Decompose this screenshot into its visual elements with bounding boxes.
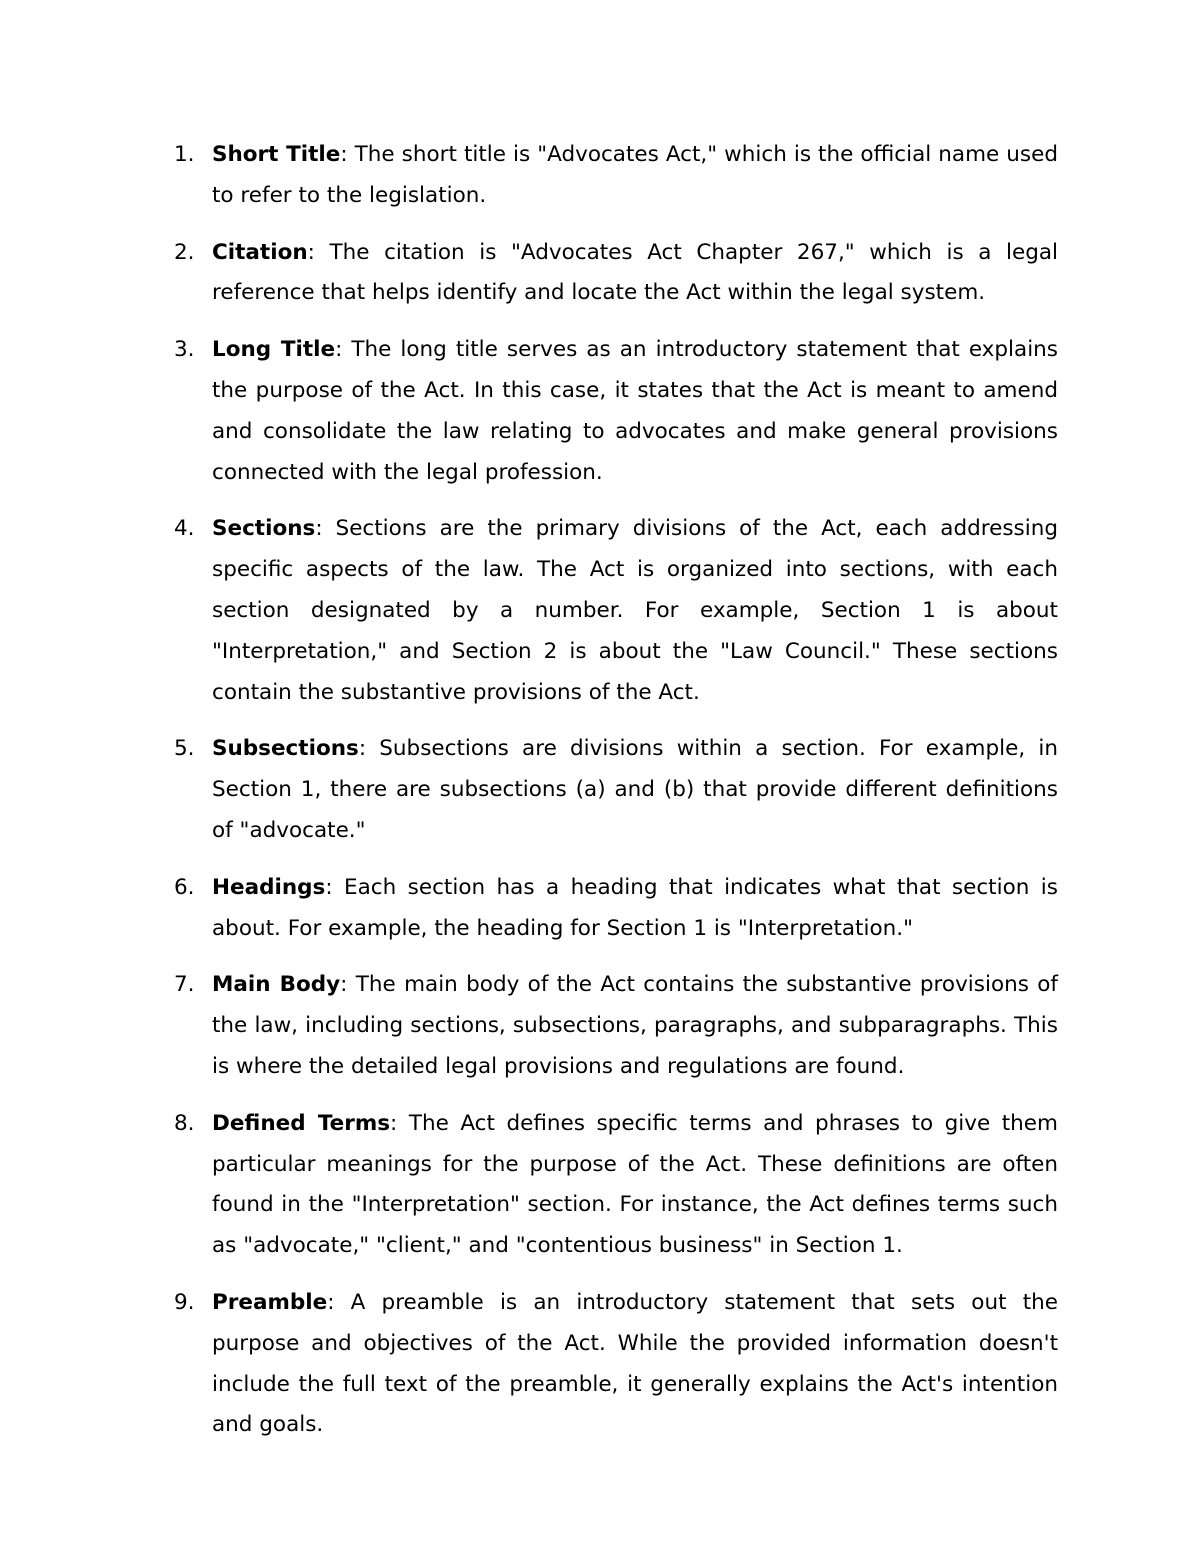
list-item: [168, 1283, 1058, 1446]
list-number: 5.: [174, 736, 195, 762]
item-description: : A preamble is an introductory statement that sets out the purpose and objectives of the Act. While the provided information doesn't include the full text of the preamble, it generally explains the Act's intention and goals.: [212, 1289, 1058, 1438]
term-label: Defined Terms: [212, 1110, 391, 1136]
list-item: [168, 233, 1058, 315]
item-description: : Sections are the primary divisions of the Act, each addressing specific aspects of the law. The Act is organized into sections, with each section designated by a number. For example, Section 1 is about "Interpretation," and Section 2 is about the "Law Council." These sections contain the substantive provisions of the Act.: [212, 516, 1058, 705]
list-item: [168, 729, 1058, 851]
term-label: Subsections: [212, 736, 359, 762]
item-description: : Each section has a heading that indicates what that section is about. For example, the heading for Section 1 is "Interpretation.": [212, 874, 1058, 941]
numbered-list: [168, 135, 1058, 1462]
list-number: 1.: [174, 142, 195, 167]
term-label: Citation: [212, 239, 308, 265]
term-label: Long Title: [212, 337, 336, 363]
term-label: Sections: [212, 516, 316, 542]
item-description: : Subsections are divisions within a section. For example, in Section 1, there are subsections (a) and (b) that provide different definitions of "advocate.": [212, 736, 1058, 843]
list-number: 9.: [174, 1289, 195, 1315]
list-number: 2.: [174, 239, 195, 265]
list-item: [168, 330, 1058, 493]
list-item: [168, 135, 1058, 217]
term-label: Main Body: [212, 972, 341, 998]
item-description: : The long title serves as an introductory statement that explains the purpose of the Act. In this case, it states that the Act is meant to amend and consolidate the law relating to advocates and make general provisions connected with the legal profession.: [212, 337, 1058, 485]
item-description: : The short title is "Advocates Act," which is the official name used to refer to the legislation.: [212, 142, 1058, 208]
term-label: Short Title: [212, 142, 341, 167]
item-description: : The citation is "Advocates Act Chapter 267," which is a legal reference that helps identify and locate the Act within the legal system.: [212, 239, 1058, 306]
list-number: 4.: [174, 516, 195, 542]
list-number: 3.: [174, 337, 195, 363]
item-description: : The main body of the Act contains the substantive provisions of the law, including sections, subsections, paragraphs, and subparagraphs. This is where the detailed legal provisions and regulations are found.: [212, 972, 1058, 1079]
list-number: 6.: [174, 874, 195, 900]
list-item: [168, 1104, 1058, 1267]
list-item: [168, 965, 1058, 1087]
term-label: Preamble: [212, 1289, 328, 1315]
list-item: [168, 868, 1058, 950]
item-description: : The Act defines specific terms and phrases to give them particular meanings for the purpose of the Act. These definitions are often found in the "Interpretation" section. For instance, the Act defines terms such as "advocate," "client," and "contentious business" in Section 1.: [212, 1110, 1058, 1259]
list-number: 7.: [174, 972, 195, 998]
list-item: [168, 509, 1058, 713]
term-label: Headings: [212, 874, 326, 900]
list-number: 8.: [174, 1110, 195, 1136]
